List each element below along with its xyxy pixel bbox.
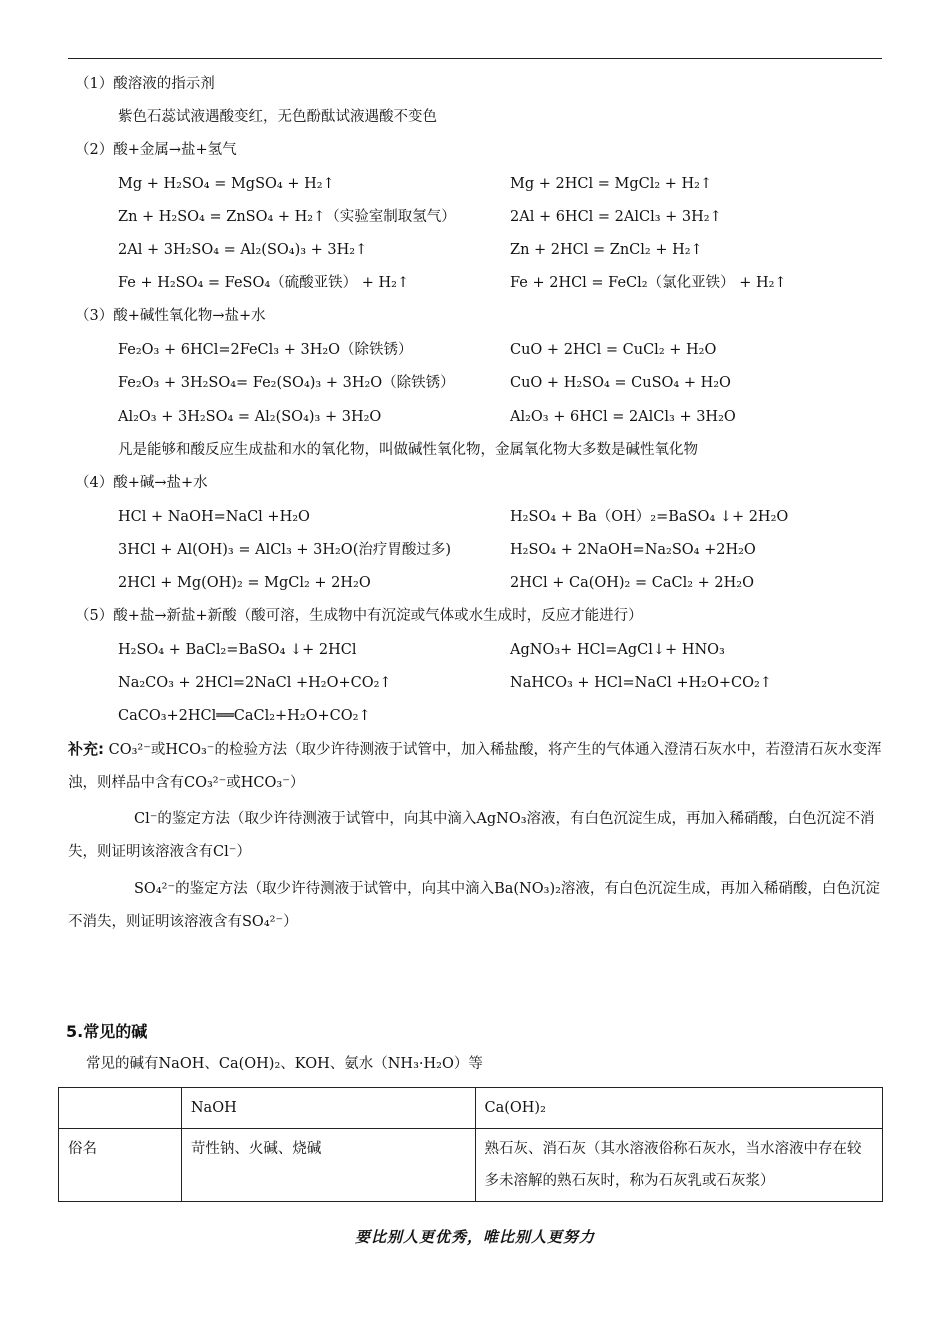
table-cell: 苛性钠、火碱、烧碱: [181, 1129, 475, 1202]
equation: HCl + NaOH=NaCl +H₂O: [118, 509, 310, 525]
table-header-row: [59, 1088, 883, 1129]
equation: 2Al + 6HCl = 2AlCl₃ + 3H₂↑: [510, 209, 722, 225]
table-cell: 熟石灰、消石灰（其水溶液俗称石灰水，当水溶液中存在较多未溶解的熟石灰时，称为石灰乳或石灰浆）: [475, 1129, 883, 1202]
section-heading-bases: 5.常见的碱: [66, 1022, 148, 1041]
section-3-note: 凡是能够和酸反应生成盐和水的氧化物，叫做碱性氧化物，金属氧化物大多数是碱性氧化物: [118, 442, 698, 458]
section-1-title: （1）酸溶液的指示剂: [75, 76, 215, 92]
equation: Fe + 2HCl = FeCl₂（氯化亚铁） + H₂↑: [510, 275, 787, 291]
equation: H₂SO₄ + 2NaOH=Na₂SO₄ +2H₂O: [510, 542, 756, 558]
table-row: [59, 1129, 883, 1202]
equation: 3HCl + Al(OH)₃ = AlCl₃ + 3H₂O(治疗胃酸过多): [118, 542, 452, 558]
section-2-title: （2）酸+金属→盐+氢气: [75, 142, 237, 158]
section-4-title: （4）酸+碱→盐+水: [75, 475, 208, 491]
equation: Fe₂O₃ + 6HCl=2FeCl₃ + 3H₂O（除铁锈）: [118, 342, 413, 358]
equation: H₂SO₄ + Ba（OH）₂=BaSO₄ ↓+ 2H₂O: [510, 509, 789, 525]
equation: 2HCl + Ca(OH)₂ = CaCl₂ + 2H₂O: [510, 575, 754, 591]
equation: 2Al + 3H₂SO₄ = Al₂(SO₄)₃ + 3H₂↑: [118, 242, 368, 258]
table-header-cell: Ca(OH)₂: [475, 1088, 883, 1129]
bases-intro: 常见的碱有NaOH、Ca(OH)₂、KOH、氨水（NH₃·H₂O）等: [86, 1056, 483, 1072]
equation: Al₂O₃ + 3H₂SO₄ = Al₂(SO₄)₃ + 3H₂O: [118, 409, 382, 425]
equation: AgNO₃+ HCl=AgCl↓+ HNO₃: [510, 642, 725, 658]
equation: 2HCl + Mg(OH)₂ = MgCl₂ + 2H₂O: [118, 575, 371, 591]
equation: Mg + 2HCl = MgCl₂ + H₂↑: [510, 176, 713, 192]
header-rule: [68, 58, 882, 59]
section-3-title: （3）酸+碱性氧化物→盐+水: [75, 308, 266, 324]
equation: Na₂CO₃ + 2HCl=2NaCl +H₂O+CO₂↑: [118, 675, 392, 691]
supplement-sulfate: SO₄²⁻的鉴定方法（取少许待测液于试管中，向其中滴入Ba(NO₃)₂溶液，有白色沉淀生成，再加入稀硝酸，白色沉淀不消失，则证明该溶液含有SO₄²⁻）: [68, 881, 880, 930]
supplement-label: 补充:: [68, 740, 104, 758]
equation: CaCO₃+2HCl══CaCl₂+H₂O+CO₂↑: [118, 708, 371, 724]
equation: Al₂O₃ + 6HCl = 2AlCl₃ + 3H₂O: [510, 409, 736, 425]
supplement-chloride: Cl⁻的鉴定方法（取少许待测液于试管中，向其中滴入AgNO₃溶液，有白色沉淀生成，再加入稀硝酸，白色沉淀不消失，则证明该溶液含有Cl⁻）: [68, 811, 875, 860]
equation: H₂SO₄ + BaCl₂=BaSO₄ ↓+ 2HCl: [118, 642, 357, 658]
equation: Mg + H₂SO₄ = MgSO₄ + H₂↑: [118, 176, 335, 192]
equation: CuO + 2HCl = CuCl₂ + H₂O: [510, 342, 717, 358]
supplement-carbonate-text: CO₃²⁻或HCO₃⁻的检验方法（取少许待测液于试管中，加入稀盐酸，将产生的气体通入澄清石灰水中，若澄清石灰水变浑浊，则样品中含有CO₃²⁻或HCO₃⁻）: [68, 742, 882, 791]
table-cell: 俗名: [59, 1129, 182, 1202]
equation: Fe + H₂SO₄ = FeSO₄（硫酸亚铁） + H₂↑: [118, 275, 410, 291]
section-1-text: 紫色石蕊试液遇酸变红，无色酚酞试液遇酸不变色: [118, 109, 437, 125]
supplement-carbonate: [68, 733, 883, 800]
footer-motto: 要比别人更优秀，唯比别人更努力: [354, 1228, 595, 1246]
equation: Zn + 2HCl = ZnCl₂ + H₂↑: [510, 242, 703, 258]
bases-table: [58, 1087, 883, 1202]
equation: Zn + H₂SO₄ = ZnSO₄ + H₂↑（实验室制取氢气）: [118, 209, 456, 225]
table-header-cell: NaOH: [181, 1088, 475, 1129]
section-5-title: （5）酸+盐→新盐+新酸（酸可溶，生成物中有沉淀或气体或水生成时，反应才能进行）: [75, 608, 643, 624]
equation: NaHCO₃ + HCl=NaCl +H₂O+CO₂↑: [510, 675, 772, 691]
equation: CuO + H₂SO₄ = CuSO₄ + H₂O: [510, 375, 731, 391]
table-header-cell: [59, 1088, 182, 1129]
equation: Fe₂O₃ + 3H₂SO₄= Fe₂(SO₄)₃ + 3H₂O（除铁锈）: [118, 375, 455, 391]
